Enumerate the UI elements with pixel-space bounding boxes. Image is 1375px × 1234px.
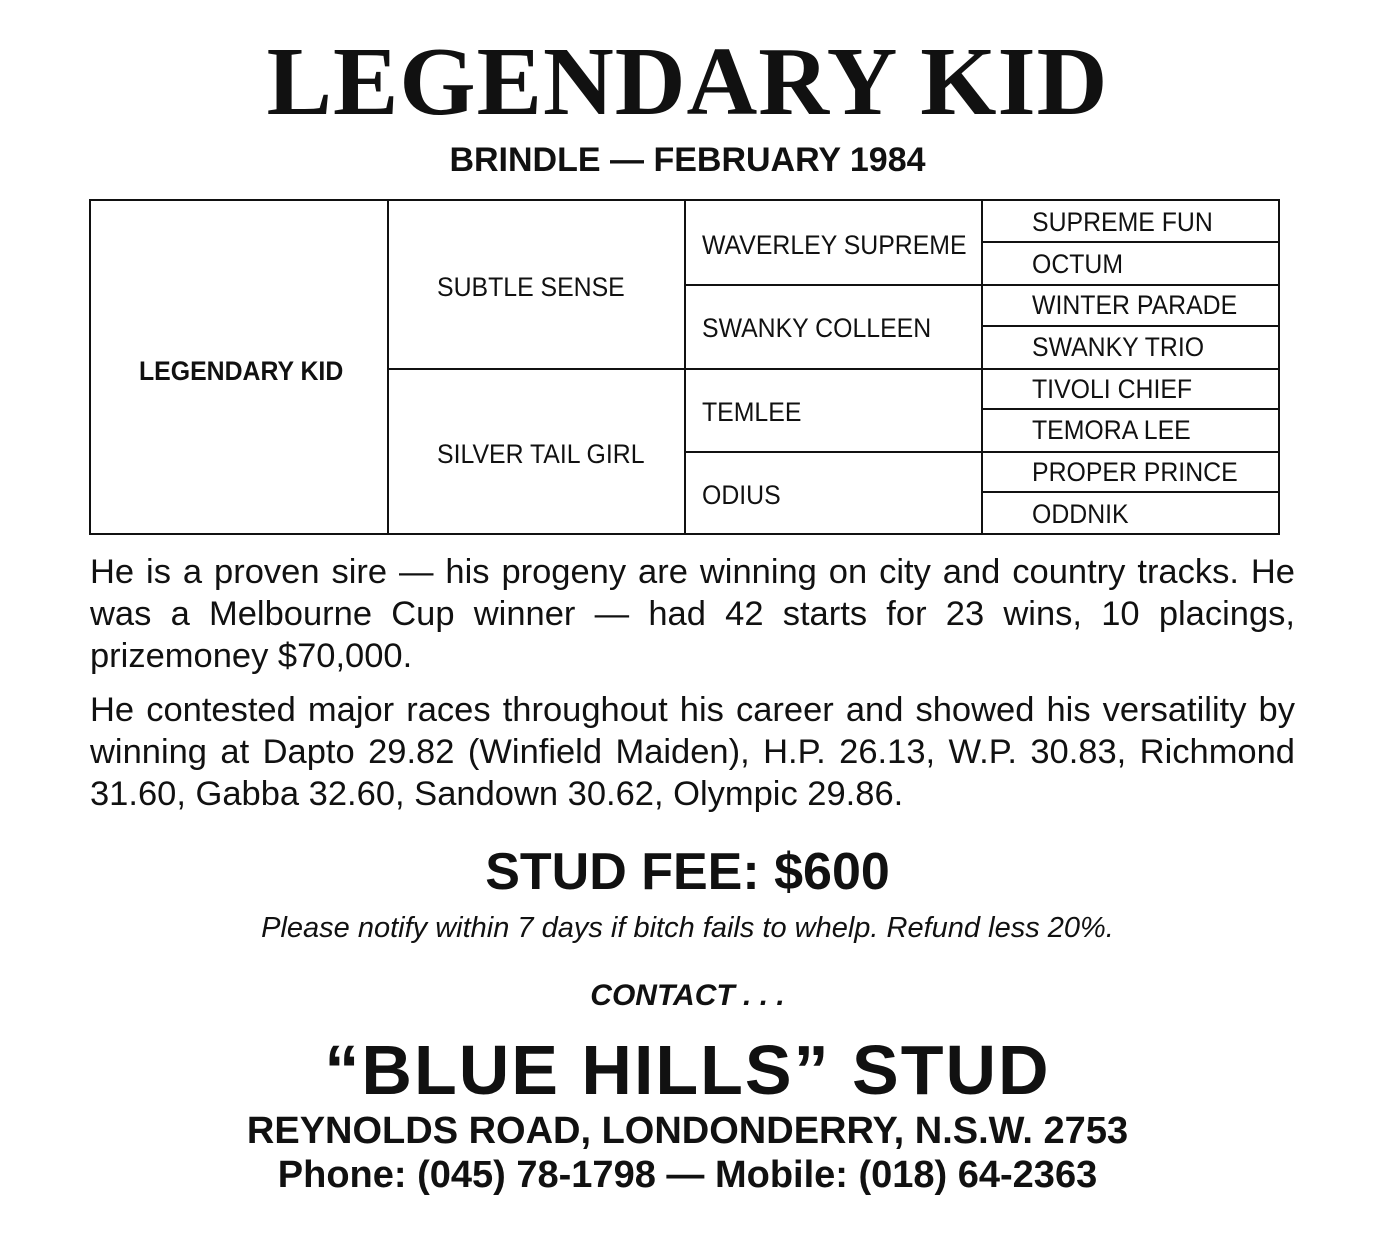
pedigree-divider xyxy=(981,325,1278,327)
pedigree-divider xyxy=(981,491,1278,493)
pedigree-divider xyxy=(981,201,983,533)
stud-fee: STUD FEE: $600 xyxy=(485,843,890,901)
pedigree-grandparent: ODIUS xyxy=(702,480,781,510)
pedigree-grandparent: WAVERLEY SUPREME xyxy=(702,230,967,260)
pedigree-great-grandparent: OCTUM xyxy=(1032,249,1124,279)
pedigree-divider xyxy=(387,368,1278,370)
pedigree-great-grandparent: TIVOLI CHIEF xyxy=(1032,374,1193,404)
pedigree-great-grandparent: TEMORA LEE xyxy=(1032,415,1191,445)
description-paragraph: He contested major races throughout his career and showed his versatility by winning at Dapto 29.82 (Winfield Maiden), H.P. 26.13, W.P. 30.83, Richmond 31.60, Gabba 32.60, Sandown 30.62, Olympic 29.86. xyxy=(90,691,1295,813)
pedigree-divider xyxy=(684,451,1278,453)
pedigree-divider xyxy=(981,408,1278,410)
pedigree-grandparent: SWANKY COLLEEN xyxy=(702,313,932,343)
refund-notice: Please notify within 7 days if bitch fails to whelp. Refund less 20%. xyxy=(261,912,1114,944)
phone-numbers: Phone: (045) 78-1798 — Mobile: (018) 64-2363 xyxy=(277,1154,1098,1196)
stud-address: REYNOLDS ROAD, LONDONDERRY, N.S.W. 2753 xyxy=(246,1110,1129,1152)
pedigree-great-grandparent: SUPREME FUN xyxy=(1032,207,1213,237)
pedigree-grandparent: TEMLEE xyxy=(702,397,802,427)
description-paragraph: He is a proven sire — his progeny are winning on city and country tracks. He was a Melbourne Cup winner — had 42 starts for 23 wins, 10 placings, prizemoney $70,000. xyxy=(90,553,1295,675)
pedigree-great-grandparent: ODDNIK xyxy=(1032,499,1129,529)
pedigree-table xyxy=(89,199,1280,535)
dog-name-title: LEGENDARY KID xyxy=(266,28,1109,136)
pedigree-divider xyxy=(387,201,389,533)
pedigree-sire: SUBTLE SENSE xyxy=(437,272,625,302)
pedigree-great-grandparent: SWANKY TRIO xyxy=(1032,332,1205,362)
dog-description-subtitle: BRINDLE — FEBRUARY 1984 xyxy=(449,141,926,179)
pedigree-divider xyxy=(684,284,1278,286)
stud-name: “BLUE HILLS” STUD xyxy=(324,1031,1051,1109)
pedigree-subject: LEGENDARY KID xyxy=(139,356,344,386)
pedigree-great-grandparent: WINTER PARADE xyxy=(1032,290,1238,320)
contact-label: CONTACT . . . xyxy=(590,979,785,1012)
pedigree-great-grandparent: PROPER PRINCE xyxy=(1032,457,1238,487)
pedigree-divider xyxy=(981,241,1278,243)
pedigree-divider xyxy=(684,201,686,533)
pedigree-dam: SILVER TAIL GIRL xyxy=(437,439,645,469)
